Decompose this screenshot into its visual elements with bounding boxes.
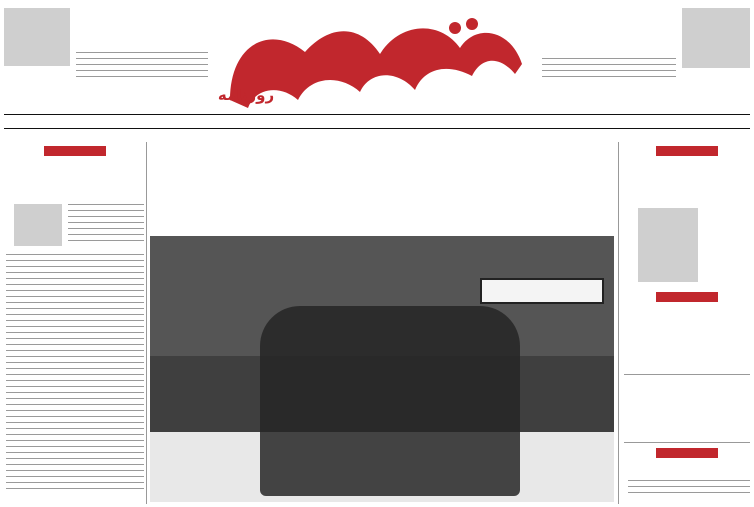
right-divider-2: [624, 442, 750, 443]
masthead-logo-prefix: روزنامه: [217, 86, 275, 104]
right-item4-text: [628, 480, 750, 498]
president-portrait: [4, 8, 70, 66]
right-item1-photo: [638, 208, 698, 282]
right-section3-label: [656, 448, 718, 458]
photo-figures: [260, 306, 520, 496]
logo-icon: [210, 4, 540, 122]
lead-photo: [150, 236, 614, 502]
masthead-divider: [4, 114, 750, 115]
right-section-label: [656, 146, 718, 156]
columnist-photo: [14, 204, 62, 246]
top-right-text-block: [542, 58, 676, 82]
masthead-logo: [210, 4, 540, 122]
left-column-text: [6, 254, 144, 494]
top-left-text-block: [76, 52, 208, 82]
left-column-rule: [146, 142, 147, 504]
leader-portrait: [682, 8, 750, 68]
photo-banner: [480, 278, 604, 304]
masthead-divider-bottom: [4, 128, 750, 129]
left-column-text-top: [68, 204, 144, 246]
right-divider-1: [624, 374, 750, 375]
right-column: [624, 142, 750, 504]
right-column-rule: [618, 142, 619, 504]
left-column: [6, 142, 144, 504]
left-section-label: [44, 146, 106, 156]
right-section2-label: [656, 292, 718, 302]
masthead: [0, 0, 754, 128]
